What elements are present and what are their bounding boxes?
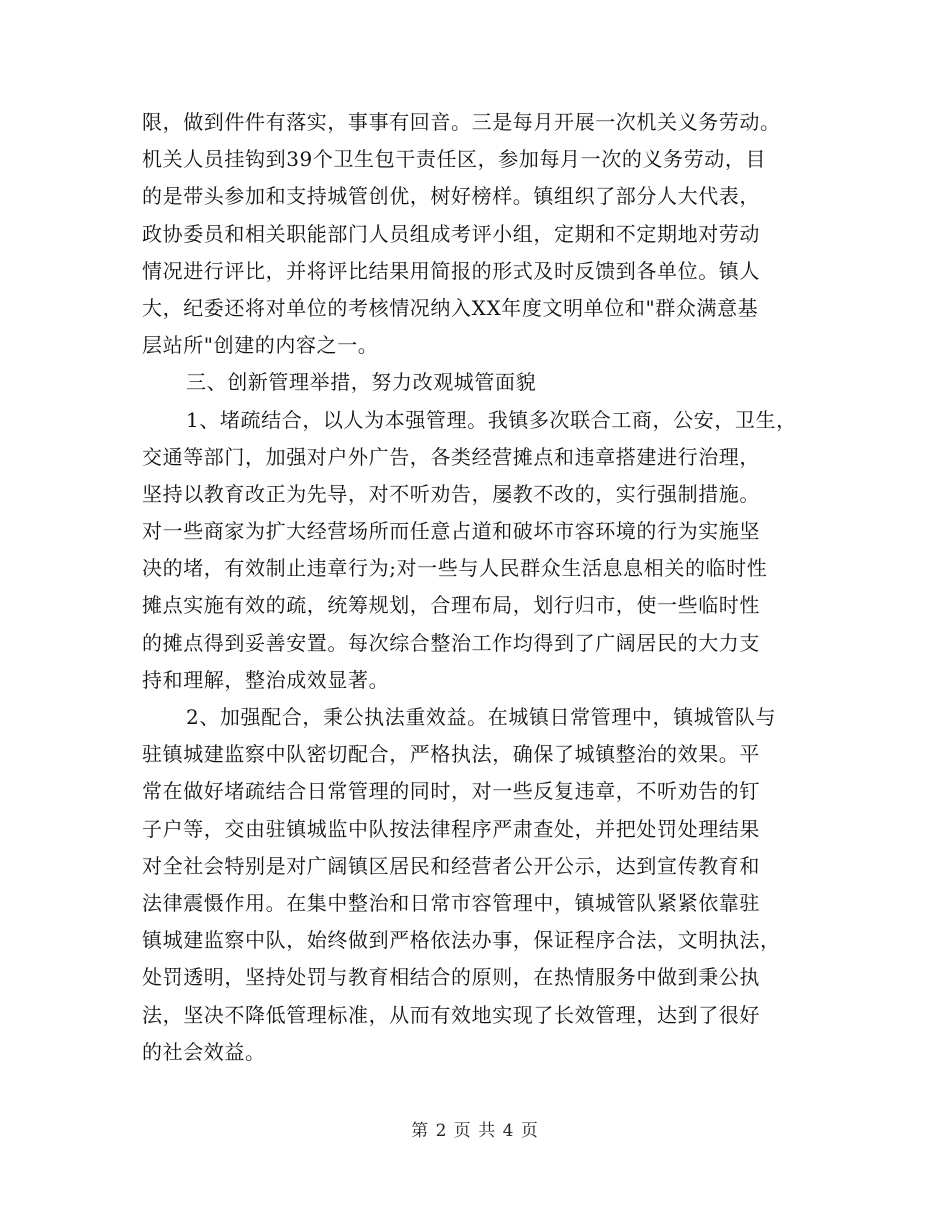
text-line: 机关人员挂钩到39个卫生包干责任区，参加每月一次的义务劳动，目 xyxy=(142,147,767,172)
text-line: 交通等部门，加强对户外广告，各类经营摊点和违章搭建进行治理， xyxy=(142,444,760,469)
text-line: 大，纪委还将对单位的考核情况纳入XX年度文明单位和"群众满意基 xyxy=(142,295,759,320)
text-line: 的社会效益。 xyxy=(142,1039,266,1064)
text-line: 政协委员和相关职能部门人员组成考评小组，定期和不定期地对劳动 xyxy=(142,221,760,246)
page-number-footer: 第 2 页 共 4 页 xyxy=(411,1121,539,1141)
text-line: 决的堵，有效制止违章行为;对一些与人民群众生活息息相关的临时性 xyxy=(142,556,768,581)
text-line: 子户等，交由驻镇城监中队按法律程序严肃查处，并把处罚处理结果 xyxy=(142,816,760,841)
text-line: 层站所"创建的内容之一。 xyxy=(142,333,379,358)
text-line: 常在做好堵疏结合日常管理的同时，对一些反复违章，不听劝告的钉 xyxy=(142,779,760,804)
document-body xyxy=(142,104,842,1071)
text-line: 处罚透明，坚持处罚与教育相结合的原则，在热情服务中做到秉公执 xyxy=(142,965,760,990)
paragraph-first-line: 1、堵疏结合，以人为本强管理。我镇多次联合工商，公安，卫生， xyxy=(186,407,797,432)
text-line: 坚持以教育改正为先导，对不听劝告，屡教不改的，实行强制措施。 xyxy=(142,481,760,506)
text-line: 情况进行评比，并将评比结果用简报的形式及时反馈到各单位。镇人 xyxy=(142,258,760,283)
text-line: 对全社会特别是对广阔镇区居民和经营者公开公示，达到宣传教育和 xyxy=(142,853,760,878)
text-line: 对一些商家为扩大经营场所而任意占道和破坏市容环境的行为实施坚 xyxy=(142,519,760,544)
text-line: 限，做到件件有落实，事事有回音。三是每月开展一次机关义务劳动。 xyxy=(142,110,781,134)
text-line: 法，坚决不降低管理标准，从而有效地实现了长效管理，达到了很好 xyxy=(142,1002,760,1027)
text-line: 镇城建监察中队，始终做到严格依法办事，保证程序合法，文明执法， xyxy=(142,928,781,953)
text-line: 的摊点得到妥善安置。每次综合整治工作均得到了广阔居民的大力支 xyxy=(142,630,760,655)
text-line: 的是带头参加和支持城管创优，树好榜样。镇组织了部分人大代表， xyxy=(142,184,760,209)
text-line: 持和理解，整治成效显著。 xyxy=(142,667,390,692)
section-heading: 三、创新管理举措，努力改观城管面貌 xyxy=(186,370,537,395)
text-line: 驻镇城建监察中队密切配合，严格执法，确保了城镇整治的效果。平 xyxy=(142,742,760,767)
paragraph-first-line: 2、加强配合，秉公执法重效益。在城镇日常管理中，镇城管队与 xyxy=(186,705,777,729)
text-line: 摊点实施有效的疏，统筹规划，合理布局，划行归市，使一些临时性 xyxy=(142,593,760,618)
text-line: 法律震慑作用。在集中整治和日常市容管理中，镇城管队紧紧依靠驻 xyxy=(142,890,760,915)
